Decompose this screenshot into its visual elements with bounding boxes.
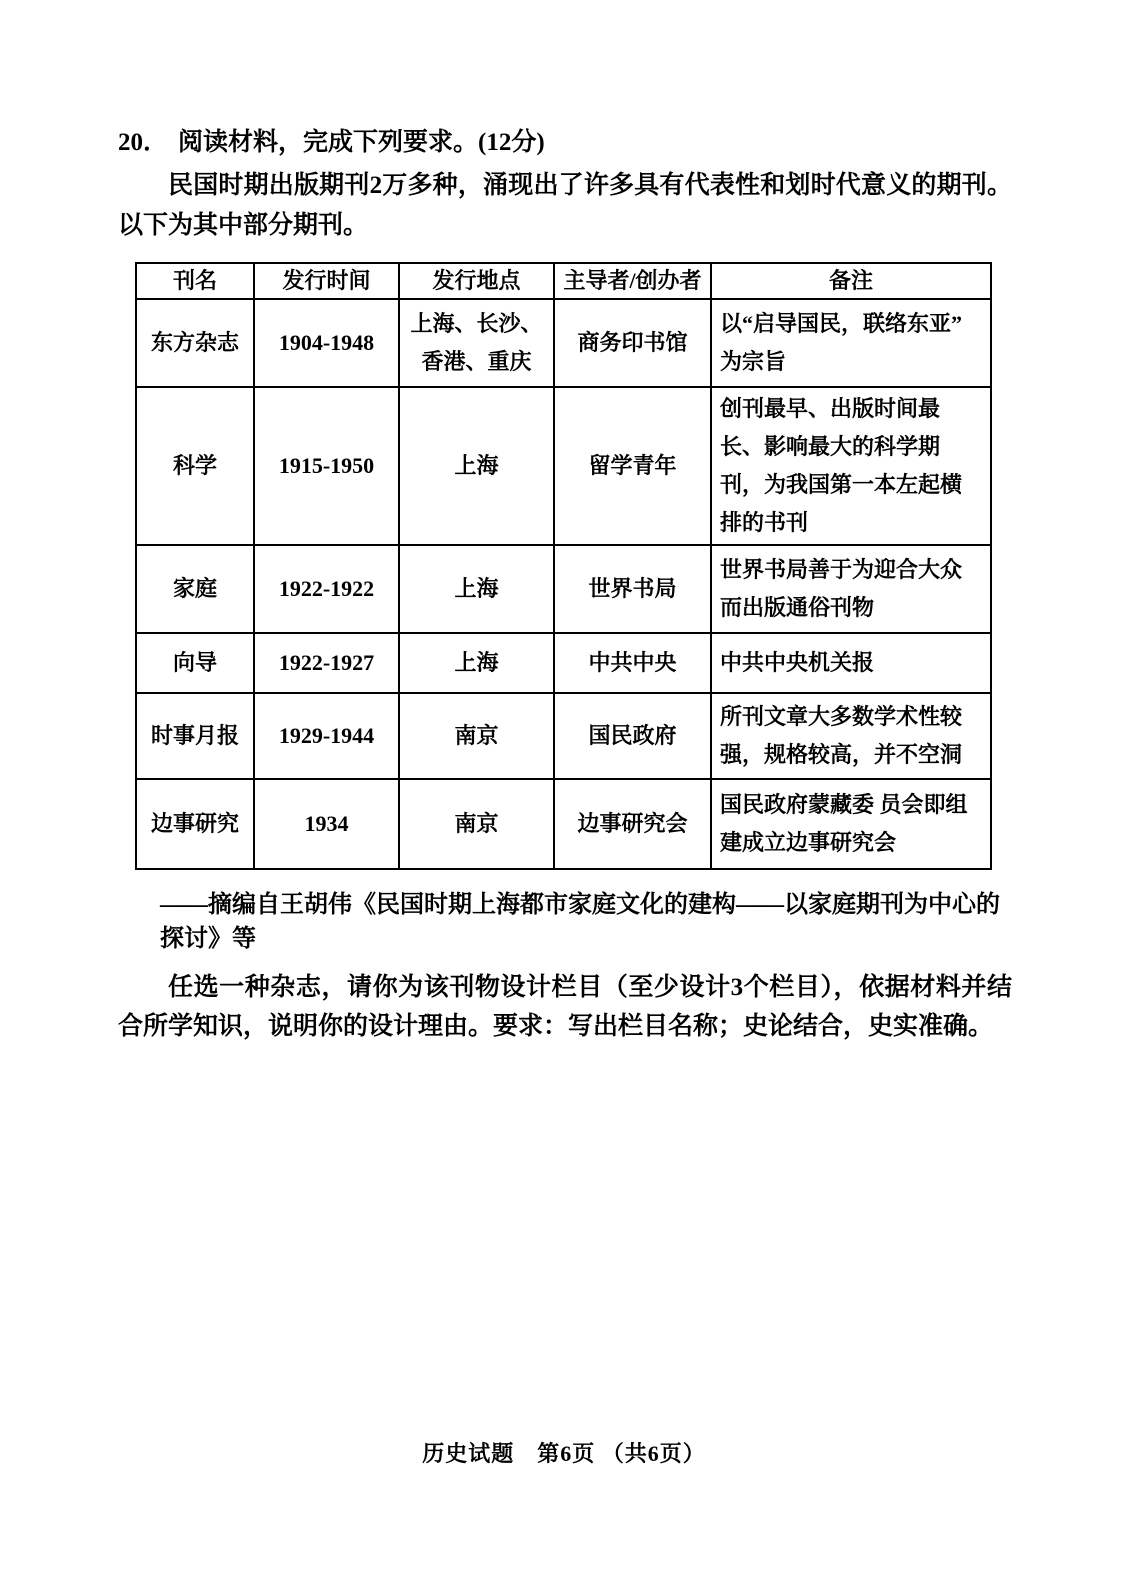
table-row [136,633,991,693]
question-heading [118,128,1012,158]
source-attribution: ——摘编自王胡伟《民国时期上海都市家庭文化的建构——以家庭期刊为中心的探讨》等 [160,892,1000,952]
table-row [136,779,991,869]
cell-period: 1934 [254,779,399,869]
column-header-note: 备注 [711,263,991,299]
cell-note: 国民政府蒙藏委 员会即组建成立边事研究会 [711,779,991,869]
cell-note: 创刊最早、出版时间最长、影响最大的科学期刊，为我国第一本左起横排的书刊 [711,387,991,545]
journals-table [135,262,992,870]
column-header-name: 刊名 [136,263,254,299]
column-header-founder: 主导者/创办者 [554,263,711,299]
cell-place: 南京 [399,779,554,869]
cell-journal-name: 时事月报 [136,693,254,779]
cell-place: 南京 [399,693,554,779]
question-number: 20． [118,129,169,156]
table-header-row [136,263,991,299]
cell-journal-name: 东方杂志 [136,299,254,387]
cell-journal-name: 科学 [136,387,254,545]
cell-founder: 商务印书馆 [554,299,711,387]
cell-period: 1915-1950 [254,387,399,545]
cell-period: 1929-1944 [254,693,399,779]
cell-place: 上海 [399,633,554,693]
cell-founder: 边事研究会 [554,779,711,869]
question-block [118,128,1012,1046]
column-header-place: 发行地点 [399,263,554,299]
cell-place: 上海 [399,387,554,545]
cell-place: 上海、长沙、香港、重庆 [399,299,554,387]
table-row [136,545,991,633]
cell-note: 以“启导国民，联络东亚”为宗旨 [711,299,991,387]
cell-journal-name: 向导 [136,633,254,693]
task-paragraph: 任选一种杂志，请你为该刊物设计栏目（至少设计3个栏目），依据材料并结合所学知识，说明你的设计理由。要求：写出栏目名称；史论结合，史实准确。 [118,974,1012,1040]
cell-founder: 留学青年 [554,387,711,545]
question-title: 阅读材料，完成下列要求。(12分) [178,129,545,156]
cell-period: 1922-1922 [254,545,399,633]
cell-place: 上海 [399,545,554,633]
column-header-period: 发行时间 [254,263,399,299]
table-row [136,299,991,387]
material-intro-paragraph: 民国时期出版期刊2万多种，涌现出了许多具有代表性和划时代意义的期刊。以下为其中部分期刊。 [118,172,1012,239]
cell-period: 1922-1927 [254,633,399,693]
cell-founder: 中共中央 [554,633,711,693]
page-footer: 历史试题 第6页 （共6页） [422,1441,706,1466]
table-row [136,387,991,545]
cell-journal-name: 家庭 [136,545,254,633]
cell-note: 中共中央机关报 [711,633,991,693]
cell-note: 世界书局善于为迎合大众而出版通俗刊物 [711,545,991,633]
cell-journal-name: 边事研究 [136,779,254,869]
cell-note: 所刊文章大多数学术性较强，规格较高，并不空洞 [711,693,991,779]
table-row [136,693,991,779]
cell-founder: 国民政府 [554,693,711,779]
cell-founder: 世界书局 [554,545,711,633]
cell-period: 1904-1948 [254,299,399,387]
